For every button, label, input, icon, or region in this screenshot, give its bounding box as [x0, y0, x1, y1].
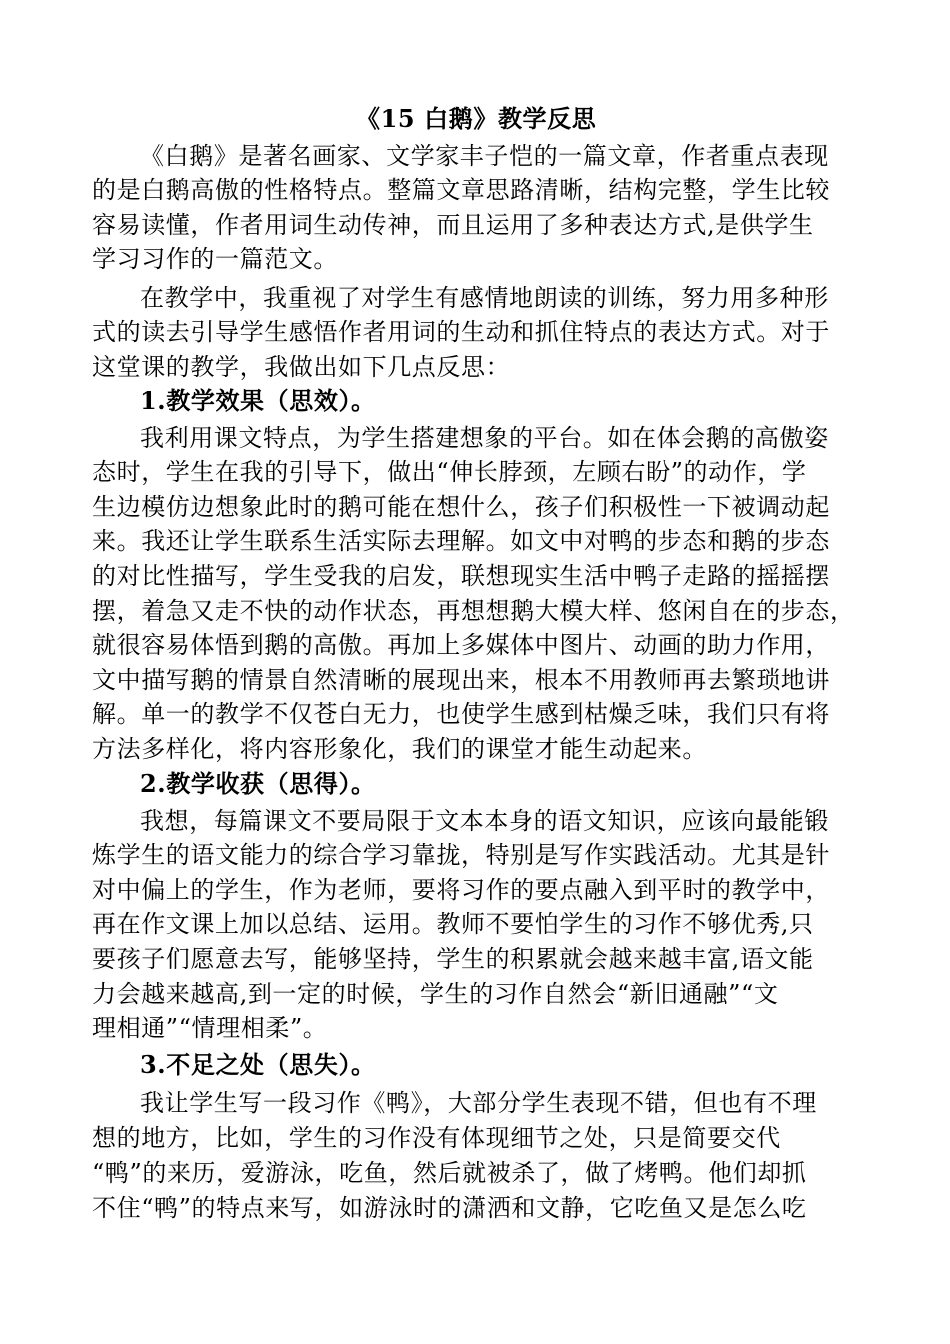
paragraph-line: 解。单一的教学不仅苍白无力，也使学生感到枯燥乏味，我们只有将 [92, 700, 830, 728]
paragraph-line: 态时，学生在我的引导下，做出“伸长脖颈，左顾右盼”的动作，学 [92, 458, 807, 486]
paragraph-line: 的对比性描写，学生受我的启发，联想现实生活中鸭子走路的摇摇摆 [92, 562, 830, 590]
paragraph-line: “鸭”的来历，爱游泳，吃鱼，然后就被杀了，做了烤鸭。他们却抓 [92, 1159, 807, 1187]
paragraph-line: 我让学生写一段习作《鸭》，大部分学生表现不错，但也有不理 [140, 1089, 817, 1117]
paragraph-line: 炼学生的语文能力的综合学习靠拢，特别是写作实践活动。尤其是针 [92, 841, 830, 869]
paragraph-line: 理相通”“情理相柔”。 [92, 1014, 328, 1042]
paragraph-line: 力会越来越高,到一定的时候，学生的习作自然会“新旧通融”“文 [92, 980, 779, 1008]
paragraph-line: 这堂课的教学，我做出如下几点反思： [92, 353, 511, 381]
paragraph-line: 不住“鸭”的特点来写，如游泳时的潇洒和文静，它吃鱼又是怎么吃 [92, 1194, 807, 1222]
paragraph-line: 《白鹅》是著名画家、文学家丰子恺的一篇文章，作者重点表现 [140, 142, 829, 170]
document-title: 《15 白鹅》教学反思 [356, 104, 597, 133]
paragraph-line: 就很容易体悟到鹅的高傲。再加上多媒体中图片、动画的助力作用， [92, 631, 830, 659]
paragraph-line: 生边模仿边想象此时的鹅可能在想什么，孩子们积极性一下被调动起 [92, 493, 830, 521]
paragraph-line: 对中偏上的学生，作为老师，要将习作的要点融入到平时的教学中， [92, 876, 830, 904]
paragraph-line: 的是白鹅高傲的性格特点。整篇文章思路清晰，结构完整，学生比较 [92, 176, 830, 204]
paragraph-line: 容易读懂，作者用词生动传神，而且运用了多种表达方式,是供学生 [92, 211, 814, 239]
paragraph-line: 学习习作的一篇范文。 [92, 245, 338, 273]
paragraph-line: 想的地方，比如，学生的习作没有体现细节之处，只是简要交代 [92, 1124, 781, 1152]
paragraph-line: 文中描写鹅的情景自然清晰的展现出来，根本不用教师再去繁琐地讲 [92, 666, 830, 694]
paragraph-line: 方法多样化，将内容形象化，我们的课堂才能生动起来。 [92, 735, 707, 763]
paragraph-line: 要孩子们愿意去写，能够坚持，学生的积累就会越来越丰富,语文能 [92, 945, 814, 973]
paragraph-line: 我想，每篇课文不要局限于文本本身的语文知识，应该向最能锻 [140, 807, 829, 835]
paragraph-line: 来。我还让学生联系生活实际去理解。如文中对鸭的步态和鹅的步态 [92, 527, 830, 555]
section-heading: 1.教学效果（思效）。 [140, 386, 376, 415]
paragraph-line: 式的读去引导学生感悟作者用词的生动和抓住特点的表达方式。对于 [92, 318, 830, 346]
paragraph-line: 在教学中，我重视了对学生有感情地朗读的训练，努力用多种形 [140, 284, 829, 312]
section-heading: 2.教学收获（思得）。 [140, 769, 376, 798]
paragraph-line: 再在作文课上加以总结、运用。教师不要怕学生的习作不够优秀,只 [92, 910, 814, 938]
section-heading: 3.不足之处（思失）。 [140, 1050, 376, 1079]
paragraph-line: 我利用课文特点，为学生搭建想象的平台。如在体会鹅的高傲姿 [140, 424, 829, 452]
paragraph-line: 摆，着急又走不快的动作状态，再想想鹅大模大样、悠闲自在的步态， [92, 597, 855, 625]
